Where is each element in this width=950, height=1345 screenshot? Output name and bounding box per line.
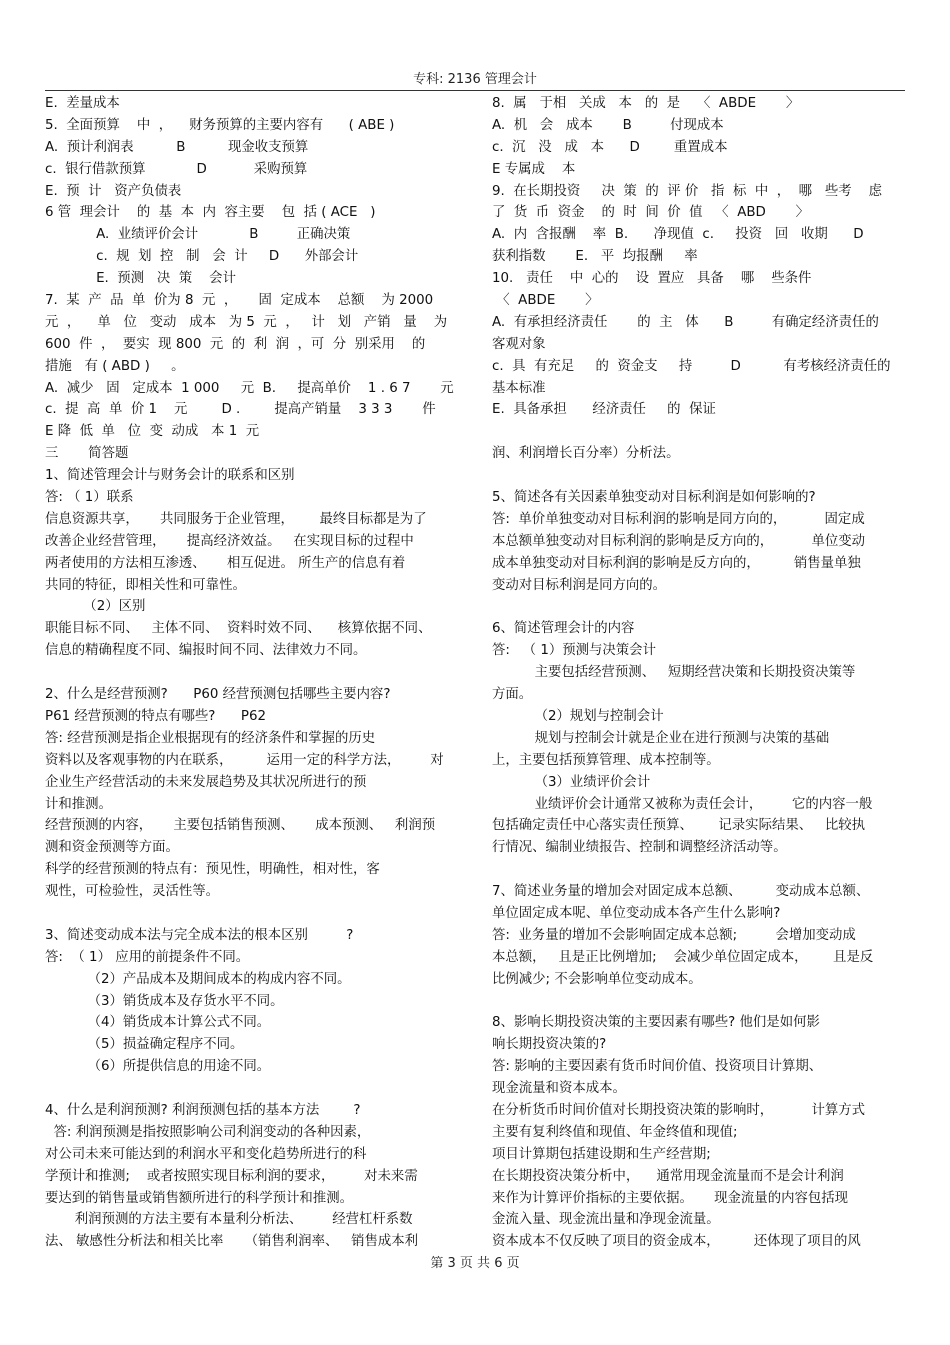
text-line: 答: （ 1） 应用的前提条件不同。 [45,949,250,965]
text-line: 资本成本不仅反映了项目的资金成本， 还体现了项目的风 [492,1234,861,1250]
text-line: （6）所提供信息的用途不同。 [45,1059,271,1075]
text-line: 金流入量、现金流出量和净现金流量。 [492,1212,720,1228]
text-line: c. 银行借款预算 D 采购预算 [45,161,308,177]
text-line: 润、利润增长百分率）分析法。 [492,446,680,462]
text-line: A. 机 会 成本 B 付现成本 [492,117,724,133]
text-line: 主要包括经营预测、 短期经营决策和长期投资决策等 [492,665,856,681]
text-line: 规划与控制会计就是企业在进行预测与决策的基础 [492,730,830,746]
text-line: 6 管 理会计 的 基 本 内 容主要 包 括 ( ACE ) [45,205,376,221]
blank-line [45,662,460,684]
text-line: 元 ， 单 位 变动 成本 为 5 元 ， 计 划 产销 量 为 [45,314,448,330]
text-line: 资料以及客观事物的内在联系， 运用一定的科学方法， 对 [45,752,444,768]
page-header: 专科: 2136 管理会计 [413,72,537,87]
text-line: 8、影响长期投资决策的主要因素有哪些? 他们是如何影 [492,1015,820,1031]
text-line: 本总额， 且是正比例增加; 会减少单位固定成本， 且是反 [492,949,874,965]
text-line: 本总额单独变动对目标利润的影响是反方向的， 单位变动 [492,533,866,549]
text-line: 观性，可检验性，灵活性等。 [45,884,220,900]
left-column [45,93,460,1253]
text-line: 6、简述管理会计的内容 [492,621,635,637]
text-line: 利润预测的方法主要有本量利分析法、 经营杠杆系数 [45,1212,413,1228]
text-line: 信息资源共享， 共同服务于企业管理， 最终目标都是为了 [45,511,427,527]
text-line: 5、简述各有关因素单独变动对目标利润是如何影响的? [492,490,816,506]
text-line: （2）区别 [45,599,146,615]
text-line: 学预计和推测; 或者按照实现目标利润的要求， 对未来需 [45,1168,418,1184]
text-line: （2）规划与控制会计 [492,708,664,724]
text-line: 信息的精确程度不同、编报时间不同、法律效力不同。 [45,643,367,659]
text-line: c. 具 有充足 的 资金支 持 D 有考核经济责任的 [492,358,891,374]
text-line: 600 件 ， 要实 现 800 元 的 利 润 ，可 分 别采用 的 [45,336,426,352]
text-line: 变动对目标利润是同方向的。 [492,577,667,593]
text-line: 改善企业经营管理， 提高经济效益。 在实现目标的过程中 [45,533,414,549]
text-line: 对公司未来可能达到的利润水平和变化趋势所进行的科 [45,1146,367,1162]
text-line: 成本单独变动对目标利润的影响是反方向的， 销售量单独 [492,555,861,571]
text-line: A. 有承担经济责任 的 主 体 B 有确定经济责任的 [492,314,879,330]
text-line: 共同的特征，即相关性和可靠性。 [45,577,246,593]
text-line: 方面。 [492,687,533,703]
right-column [492,93,907,1253]
text-line: 上，主要包括预算管理、成本控制等。 [492,752,720,768]
text-line: 获利指数 E. 平 均报酬 率 [492,249,698,265]
text-line: 要达到的销售量或销售额所进行的科学预计和推测。 [45,1190,353,1206]
text-line: 措施 有 ( ABD ) 。 [45,358,185,374]
text-line: 答: 单价单独变动对目标利润的影响是同方向的， 固定成 [492,511,865,527]
blank-line [45,903,460,925]
text-line: 3、简述变动成本法与完全成本法的根本区别 ? [45,927,354,943]
text-line: 经营预测的内容， 主要包括销售预测、 成本预测、 利润预 [45,818,436,834]
text-line: 2、什么是经营预测? P60 经营预测包括哪些主要内容? [45,687,391,703]
text-line: 包括确定责任中心落实责任预算、 记录实际结果、 比较执 [492,818,866,834]
header-rule [45,90,905,91]
text-line: 法、 敏感性分析法和相关比率 （销售利润率、 销售成本利 [45,1234,419,1250]
blank-line [492,596,907,618]
text-line: 5. 全面预算 中 ， 财务预算的主要内容有 ( ABE ) [45,117,395,133]
text-line: E. 预测 决 策 会计 [45,271,236,287]
text-line: A. 减少 固 定成本 1 000 元 B. 提高单价 1 . 6 7 元 [45,380,454,396]
text-line: 项目计算期包括建设期和生产经营期; [492,1146,711,1162]
text-line: E 专属成 本 [492,161,576,177]
text-line: 三 简答题 [45,446,129,462]
blank-line [492,991,907,1013]
text-line: E. 具备承担 经济责任 的 保证 [492,402,716,418]
text-line: P61 经营预测的特点有哪些? P62 [45,708,267,724]
text-line: （2）产品成本及期间成本的构成内容不同。 [45,971,351,987]
blank-line [45,1078,460,1100]
text-line: 比例减少; 不会影响单位变动成本。 [492,971,702,987]
text-line: c. 规 划 控 制 会 计 D 外部会计 [45,249,359,265]
text-line: 在分析货币时间价值对长期投资决策的影响时， 计算方式 [492,1102,866,1118]
text-line: 响长期投资决策的? [492,1037,607,1053]
text-line: 测和资金预测等方面。 [45,840,179,856]
text-line: 行情况、编制业绩报告、控制和调整经济活动等。 [492,840,787,856]
text-line: 来作为计算评价指标的主要依据。 现金流量的内容包括现 [492,1190,849,1206]
text-line: A. 业绩评价会计 B 正确决策 [45,227,351,243]
text-line: 职能目标不同、 主体不同、 资料时效不同、 核算依据不同、 [45,621,432,637]
text-line: E. 差量成本 [45,96,120,111]
text-line: （5）损益确定程序不同。 [45,1037,244,1053]
text-line: 基本标准 [492,380,546,396]
text-line: 在长期投资决策分析中， 通常用现金流量而不是会计利润 [492,1168,844,1184]
text-line: （3）销货成本及存货水平不同。 [45,993,284,1009]
text-line: A. 内 含报酬 率 B. 净现值 c. 投资 回 收期 D [492,227,864,243]
text-line: （4）销货成本计算公式不同。 [45,1015,271,1031]
text-line: 企业生产经营活动的未来发展趋势及其状况所进行的预 [45,774,367,790]
text-line: 10. 责任 中 心的 设 置应 具备 哪 些条件 [492,271,812,287]
text-line: 答: 经营预测是指企业根据现有的经济条件和掌握的历史 [45,730,376,746]
text-line: 4、什么是利润预测? 利润预测包括的基本方法 ? [45,1102,361,1118]
text-line: 现金流量和资本成本。 [492,1081,626,1097]
text-line: 计和推测。 [45,796,112,812]
text-line: （3）业绩评价会计 [492,774,651,790]
text-line: 7、简述业务量的增加会对固定成本总额、 变动成本总额、 [492,884,870,900]
text-line: c. 提 高 单 价 1 元 D . 提高产销量 3 3 3 件 [45,402,436,418]
text-line: 答: （ 1）预测与决策会计 [492,643,656,659]
text-line: 答: 影响的主要因素有货币时间价值、投资项目计算期、 [492,1059,823,1075]
text-line: E. 预 计 资产负债表 [45,183,182,199]
text-line: 单位固定成本呢、单位变动成本各产生什么影响? [492,905,781,921]
text-line: E 降 低 单 位 变 动成 本 1 元 [45,424,260,440]
text-line: 业绩评价会计通常又被称为责任会计， 它的内容一般 [492,796,873,812]
text-line: 了 货 币 资金 的 时 间 价 值 〈 ABD 〉 [492,205,810,221]
blank-line [492,421,907,443]
text-line: 答: 业务量的增加不会影响固定成本总额; 会增加变动成 [492,927,856,943]
text-line: 答: 利润预测是指按照影响公司利润变动的各种因素， [45,1124,371,1140]
text-line: 科学的经营预测的特点有：预见性，明确性，相对性，客 [45,862,380,878]
text-line: A. 预计利润表 B 现金收支预算 [45,139,309,155]
text-line: 两者使用的方法相互渗透、 相互促进。 所生产的信息有着 [45,555,406,571]
blank-line [492,859,907,881]
blank-line [492,465,907,487]
text-line: 〈 ABDE 〉 [492,293,599,309]
text-line: 主要有复利终值和现值、年金终值和现值; [492,1124,738,1140]
text-line: 1、简述管理会计与财务会计的联系和区别 [45,468,295,484]
text-line: 8. 属 于相 关成 本 的 是 〈 ABDE 〉 [492,96,800,111]
text-line: 7. 某 产 品 单 价为 8 元 ， 固 定成本 总额 为 2000 [45,293,434,309]
text-line: 9. 在长期投资 决 策 的 评 价 指 标 中 ， 哪 些考 虑 [492,183,883,199]
text-line: 答: （ 1）联系 [45,490,134,506]
text-line: 客观对象 [492,336,546,352]
page-footer: 第 3 页 共 6 页 [430,1256,520,1271]
text-line: c. 沉 没 成 本 D 重置成本 [492,139,728,155]
